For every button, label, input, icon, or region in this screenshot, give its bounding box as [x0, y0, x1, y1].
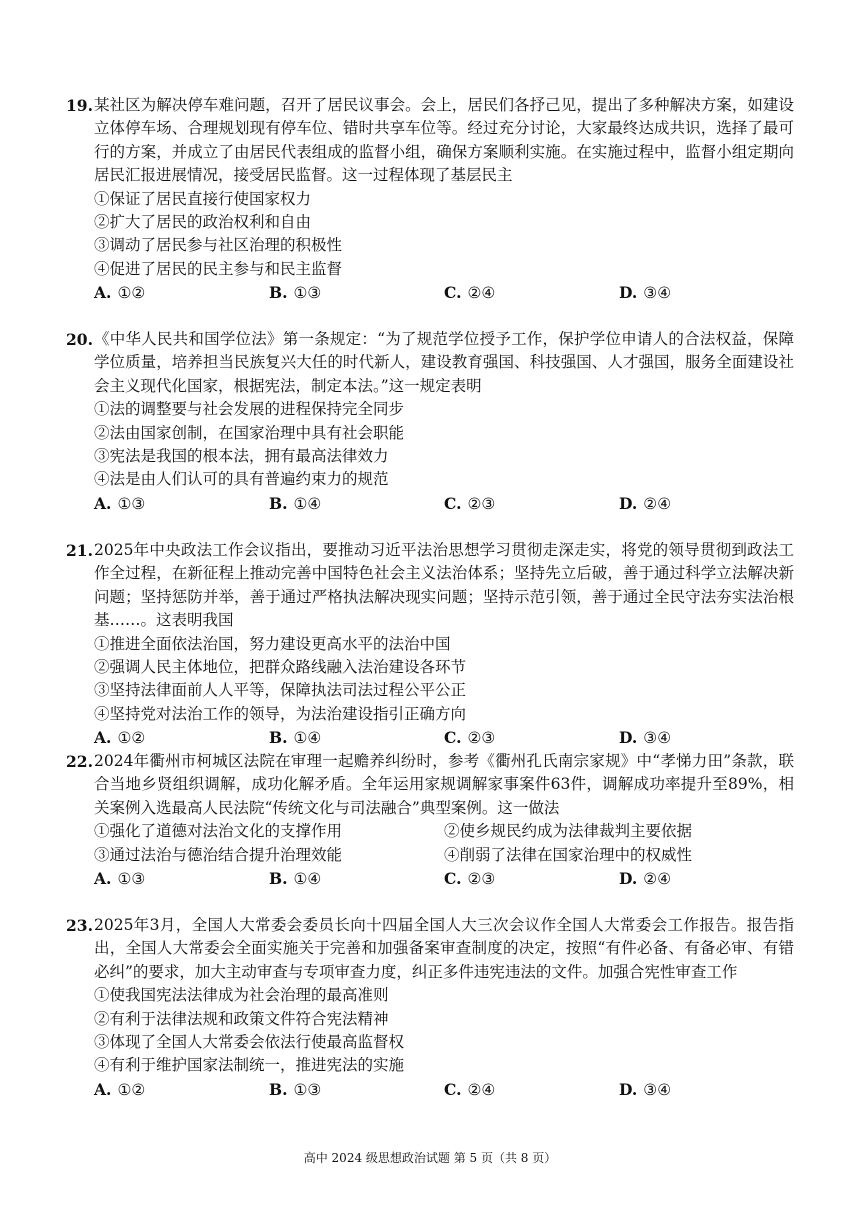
question-22 [66, 750, 794, 891]
question-number: 21. [66, 541, 93, 560]
answer-d: D. ②④ [619, 869, 672, 889]
answer-a: A. ①② [94, 728, 146, 748]
question-number: 23. [66, 916, 93, 935]
option-4: ④削弱了法律在国家治理中的权威性 [444, 845, 693, 864]
answer-c: C. ②③ [444, 728, 496, 748]
option-1: ①法的调整要与社会发展的进程保持完全同步 [94, 400, 405, 419]
question-stem: 2024年衢州市柯城区法院在审理一起赡养纠纷时，参考《衢州孔氏南宗家规》中“孝悌力田”条款，联合当地乡贤组织调解，成功化解矛盾。全年运用家规调解家事案件63件，调解成功率提升至89%，相关案例入选最高人民法院“传统文化与司法融合”典型案例。这一做法 [94, 752, 794, 817]
question-stem: 《中华人民共和国学位法》第一条规定：“为了规范学位授予工作，保护学位申请人的合法权益，保障学位质量，培养担当民族复兴大任的时代新人，建设教育强国、科技强国、人才强国，服务全面建设社会主义现代化国家，根据宪法，制定本法。”这一规定表明 [94, 330, 794, 395]
option-3: ③坚持法律面前人人平等，保障执法司法过程公平公正 [94, 681, 467, 700]
answer-b: B. ①④ [269, 869, 322, 889]
question-21 [66, 539, 794, 751]
answer-d: D. ③④ [619, 728, 672, 748]
question-stem: 2025年3月，全国人大常委会委员长向十四届全国人大三次会议作全国人大常委会工作报告。报告指出，全国人大常委会全面实施关于完善和加强备案审查制度的决定，按照“有件必备、有备必审、有错必纠”的要求，加大主动审查与专项审查力度，纠正多件违宪违法的文件。加强合宪性审查工作 [94, 916, 794, 981]
answer-d: D. ③④ [619, 1079, 672, 1099]
option-3: ③通过法治与德治结合提升治理效能 [94, 845, 343, 864]
option-2: ②扩大了居民的政治权利和自由 [94, 213, 312, 232]
option-4: ④促进了居民的民主参与和民主监督 [94, 259, 343, 278]
answer-d: D. ②④ [619, 493, 672, 513]
question-stem: 某社区为解决停车难问题，召开了居民议事会。会上，居民们各抒己见，提出了多种解决方案，如建设立体停车场、合理规划现有停车位、错时共享车位等。经过充分讨论，大家最终达成共识，选择了最可行的方案，并成立了由居民代表组成的监督小组，确保方案顺利实施。在实施过程中，监督小组定期向居民汇报进展情况，接受居民监督。这一过程体现了基层民主 [94, 96, 794, 185]
answer-choices [94, 1078, 794, 1102]
answer-d: D. ③④ [619, 283, 672, 303]
question-number: 20. [66, 330, 93, 349]
option-2: ②使乡规民约成为法律裁判主要依据 [444, 822, 693, 841]
option-2: ②强调人民主体地位，把群众路线融入法治建设各环节 [94, 658, 467, 677]
answer-choices [94, 867, 794, 891]
answer-choices [94, 281, 794, 305]
answer-b: B. ①③ [269, 1079, 322, 1099]
answer-a: A. ①② [94, 283, 146, 303]
option-grid [94, 820, 794, 867]
answer-c: C. ②③ [444, 493, 496, 513]
option-1: ①推进全面依法治国，努力建设更高水平的法治中国 [94, 634, 451, 653]
option-1: ①使我国宪法法律成为社会治理的最高准则 [94, 986, 389, 1005]
question-20 [66, 328, 794, 516]
option-4: ④法是由人们认可的具有普遍约束力的规范 [94, 470, 389, 489]
question-number: 19. [66, 96, 93, 115]
answer-c: C. ②④ [444, 1079, 496, 1099]
option-1: ①强化了道德对法治文化的支撑作用 [94, 822, 343, 841]
question-19 [66, 94, 794, 306]
option-3: ③体现了全国人大常委会依法行使最高监督权 [94, 1033, 405, 1052]
question-23 [66, 914, 794, 1102]
answer-choices [94, 726, 794, 750]
answer-b: B. ①③ [269, 283, 322, 303]
option-3: ③调动了居民参与社区治理的积极性 [94, 236, 343, 255]
page-footer: 高中 2024 级思想政治试题 第 5 页（共 8 页） [303, 1151, 557, 1165]
question-number: 22. [66, 752, 93, 771]
answer-choices [94, 492, 794, 516]
question-stem: 2025年中央政法工作会议指出，要推动习近平法治思想学习贯彻走深走实，将党的领导贯彻到政法工作全过程，在新征程上推动完善中国特色社会主义法治体系；坚持先立后破，善于通过科学立法解决新问题；坚持惩防并举，善于通过严格执法解决现实问题；坚持示范引领，善于通过全民守法夯实法治根基……。这表明我国 [94, 541, 794, 630]
answer-c: C. ②④ [444, 283, 496, 303]
option-2: ②有利于法律法规和政策文件符合宪法精神 [94, 1009, 389, 1028]
answer-a: A. ①② [94, 1079, 146, 1099]
option-1: ①保证了居民直接行使国家权力 [94, 189, 312, 208]
option-4: ④有利于维护国家法制统一，推进宪法的实施 [94, 1056, 405, 1075]
answer-c: C. ②③ [444, 869, 496, 889]
answer-a: A. ①③ [94, 869, 146, 889]
answer-a: A. ①③ [94, 493, 146, 513]
answer-b: B. ①④ [269, 493, 322, 513]
option-2: ②法由国家创制，在国家治理中具有社会职能 [94, 423, 405, 442]
option-3: ③宪法是我国的根本法，拥有最高法律效力 [94, 447, 389, 466]
answer-b: B. ①④ [269, 728, 322, 748]
option-4: ④坚持党对法治工作的领导，为法治建设指引正确方向 [94, 704, 467, 723]
